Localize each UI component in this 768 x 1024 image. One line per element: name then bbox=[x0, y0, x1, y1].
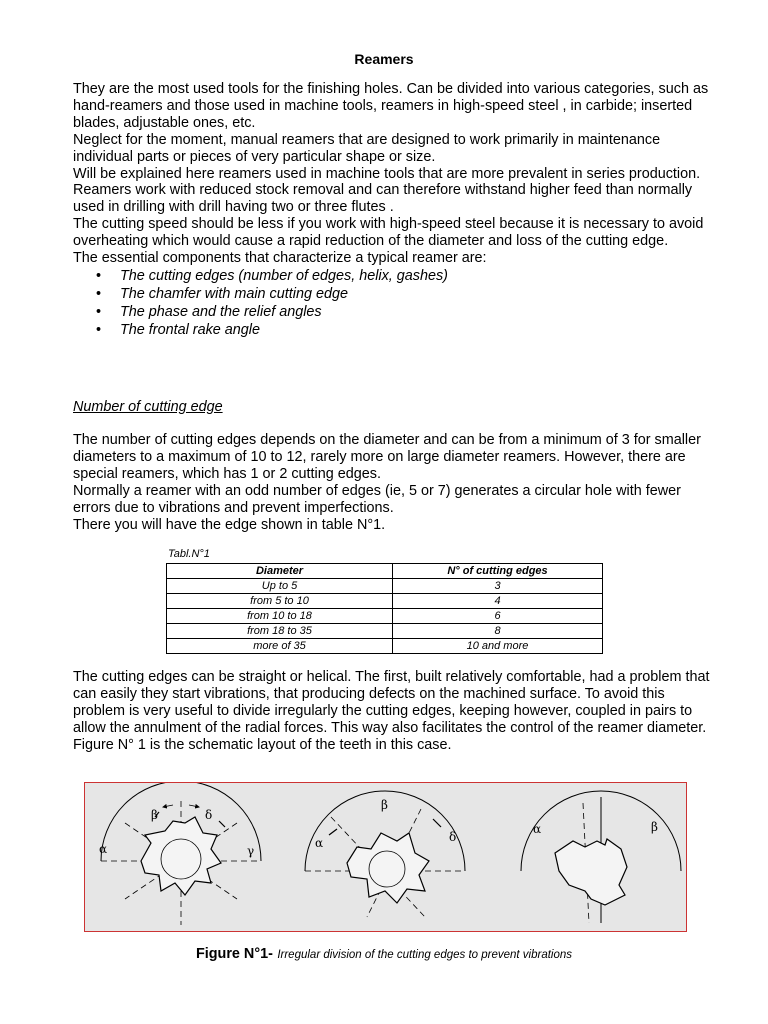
section-paragraph: There you will have the edge shown in table N°1. bbox=[73, 516, 386, 533]
list-item: • The frontal rake angle bbox=[73, 321, 713, 339]
helical-paragraph: The cutting edges can be straight or helical. The first, built relatively comfortable, had a problem that can easily they start vibrations, that producing defects on the machined surface. To avoid this problem is very useful to divide irregularly the cutting edges, keeping however, coupled in pairs to allow the annulment of the radial forces. This way also facilitates the control of the reamer diameter. Figure N° 1 is the schematic layout of the teeth in this case. bbox=[73, 669, 710, 753]
list-item: • The chamfer with main cutting edge bbox=[73, 285, 713, 303]
section-paragraph: Normally a reamer with an odd number of edges (ie, 5 or 7) generates a circular hole with fewer errors due to vibrations and prevent imperfections. bbox=[73, 482, 681, 516]
column-header: N° of cutting edges bbox=[393, 564, 603, 579]
table-row bbox=[167, 579, 603, 594]
cutting-edges-table bbox=[166, 563, 603, 654]
list-item: • The cutting edges (number of edges, helix, gashes) bbox=[73, 267, 713, 285]
table-caption: Tabl.N°1 bbox=[168, 548, 210, 560]
helical-text bbox=[73, 669, 713, 754]
section-heading: Number of cutting edge bbox=[73, 399, 223, 415]
figure-caption bbox=[0, 945, 768, 963]
section-text bbox=[73, 432, 713, 533]
angle-label: δ bbox=[205, 808, 213, 822]
table-row bbox=[167, 624, 603, 639]
table-cell: Up to 5 bbox=[167, 579, 393, 594]
page-title: Reamers bbox=[354, 51, 414, 67]
figure-label: Figure N°1- bbox=[195, 946, 273, 962]
reamer-diagram bbox=[85, 783, 686, 931]
intro-paragraph: Neglect for the moment, manual reamers that are designed to work primarily in maintenance individual parts or pieces of very particular shape or size. bbox=[73, 131, 661, 165]
angle-label: β bbox=[151, 808, 158, 822]
table-cell: from 18 to 35 bbox=[167, 624, 393, 639]
table-cell: 3 bbox=[393, 579, 603, 594]
components-list bbox=[73, 267, 713, 339]
angle-label: β bbox=[381, 798, 388, 812]
section-paragraph: The number of cutting edges depends on the diameter and can be from a minimum of 3 for smaller diameters to a maximum of 10 to 12, rarely more on large diameter reamers. However, there are special reamers, which has 1 or 2 cutting edges. bbox=[73, 432, 701, 482]
list-item: • The phase and the relief angles bbox=[73, 303, 713, 321]
angle-label: α bbox=[315, 836, 324, 850]
table-cell: more of 35 bbox=[167, 639, 393, 654]
angle-label: α bbox=[533, 822, 542, 836]
table-header-row bbox=[167, 564, 603, 579]
table-row bbox=[167, 594, 603, 609]
angle-label: α bbox=[99, 842, 108, 856]
angle-label: γ bbox=[247, 844, 255, 858]
figure-reamer-diagrams bbox=[84, 782, 687, 932]
table-row bbox=[167, 609, 603, 624]
column-header: Diameter bbox=[167, 564, 393, 579]
intro-paragraph: Will be explained here reamers used in machine tools that are more prevalent in series production. bbox=[73, 165, 701, 182]
six-edge-reamer-diagram bbox=[101, 783, 261, 925]
figure-description: Irregular division of the cutting edges to prevent vibrations bbox=[277, 949, 573, 961]
table-cell: 10 and more bbox=[393, 639, 603, 654]
angle-label: δ bbox=[449, 830, 457, 844]
three-edge-reamer-diagram bbox=[521, 791, 681, 923]
angle-label: β bbox=[651, 820, 658, 834]
intro-paragraph: The essential components that characterize a typical reamer are: bbox=[73, 250, 487, 267]
intro-paragraph: Reamers work with reduced stock removal and can therefore withstand higher feed than normally used in drilling with drill having two or three flutes . bbox=[73, 182, 693, 216]
table-cell: 4 bbox=[393, 594, 603, 609]
intro-paragraph: The cutting speed should be less if you work with high-speed steel because it is necessary to avoid overheating which would cause a rapid reduction of the diameter and loss of the cutting edge. bbox=[73, 216, 704, 250]
table-cell: 6 bbox=[393, 609, 603, 624]
table-row bbox=[167, 639, 603, 654]
intro-paragraph: They are the most used tools for the finishing holes. Can be divided into various categories, such as hand-reamers and those used in machine tools, reamers in high-speed steel , in carbide; inserted blades, adjustable ones, etc. bbox=[73, 81, 709, 131]
table-cell: 8 bbox=[393, 624, 603, 639]
intro-text bbox=[73, 81, 713, 339]
table-cell: from 5 to 10 bbox=[167, 594, 393, 609]
table-cell: from 10 to 18 bbox=[167, 609, 393, 624]
